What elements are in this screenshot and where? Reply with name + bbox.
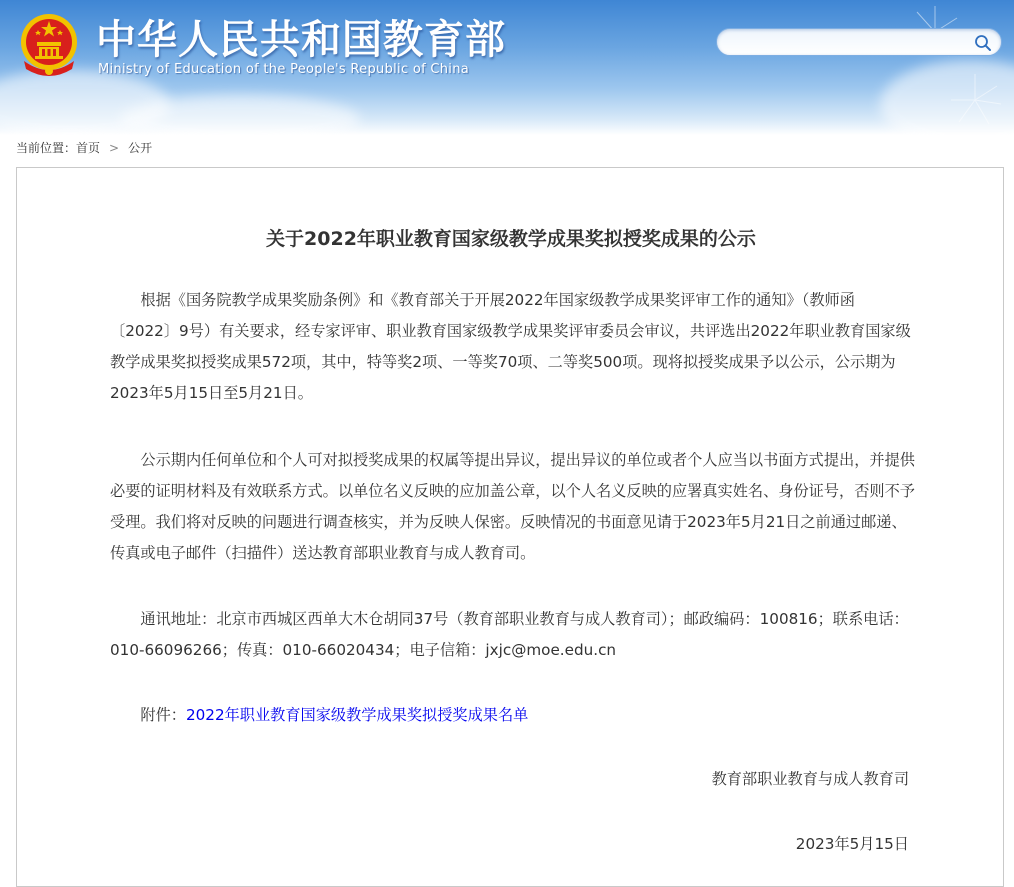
dandelion-decoration bbox=[945, 70, 1005, 130]
article-date: 2023年5月15日 bbox=[795, 835, 909, 853]
breadcrumb-home-link[interactable]: 首页 bbox=[76, 141, 101, 155]
breadcrumb-label: 当前位置： bbox=[16, 141, 77, 155]
article-paragraph-1: 根据《国务院教学成果奖励条例》和《教育部关于开展2022年国家级教学成果奖评审工作的通知》（教师函〔2022〕9号）有关要求，经专家评审、职业教育国家级教学成果奖评审委员会审议，共评选出2022年职业教育国家级教学成果奖拟授奖成果572项，其中，特等奖2项、一等奖70项、二等奖500项。现将拟授奖成果予以公示，公示期为2023年5月15日至5月21日。 bbox=[110, 291, 911, 402]
attachment-link[interactable]: 2022年职业教育国家级教学成果奖拟授奖成果名单 bbox=[185, 706, 529, 724]
breadcrumb-current-link[interactable]: 公开 bbox=[128, 141, 153, 155]
attachment-label: 附件： bbox=[140, 706, 186, 724]
national-emblem-icon bbox=[16, 11, 82, 81]
article-paragraph-2: 公示期内任何单位和个人可对拟授奖成果的权属等提出异议，提出异议的单位或者个人应当以书面方式提出，并提供必要的证明材料及有效联系方式。以单位名义反映的应加盖公章，以个人名义反映的应署真实姓名、身份证号，否则不予受理。我们将对反映的问题进行调查核实，并为反映人保密。反映情况的书面意见请于2023年5月21日之前通过邮递、传真或电子邮件（扫描件）送达教育部职业教育与成人教育司。 bbox=[110, 451, 915, 562]
cloud-decoration bbox=[120, 95, 360, 135]
site-title: 中华人民共和国教育部 bbox=[96, 17, 506, 63]
breadcrumb bbox=[16, 139, 152, 156]
article-signature: 教育部职业教育与成人教育司 bbox=[711, 770, 909, 788]
breadcrumb-separator: > bbox=[109, 140, 120, 155]
article-paragraph-3: 通讯地址：北京市西城区西单大木仓胡同37号（教育部职业教育与成人教育司）；邮政编码：100816；联系电话：010-66096266；传真：010-66020434；电子信箱：jxjc@moe.edu.cn bbox=[110, 610, 909, 659]
site-subtitle: Ministry of Education of the People's Republic of China bbox=[98, 62, 470, 77]
article-container bbox=[16, 167, 1004, 887]
article-title: 关于2022年职业教育国家级教学成果奖拟授奖成果的公示 bbox=[266, 228, 756, 250]
search-input[interactable] bbox=[731, 32, 975, 54]
search-icon[interactable] bbox=[974, 34, 992, 52]
search-box[interactable] bbox=[716, 28, 1002, 56]
attachment-line bbox=[110, 700, 915, 731]
site-header bbox=[0, 0, 1014, 135]
